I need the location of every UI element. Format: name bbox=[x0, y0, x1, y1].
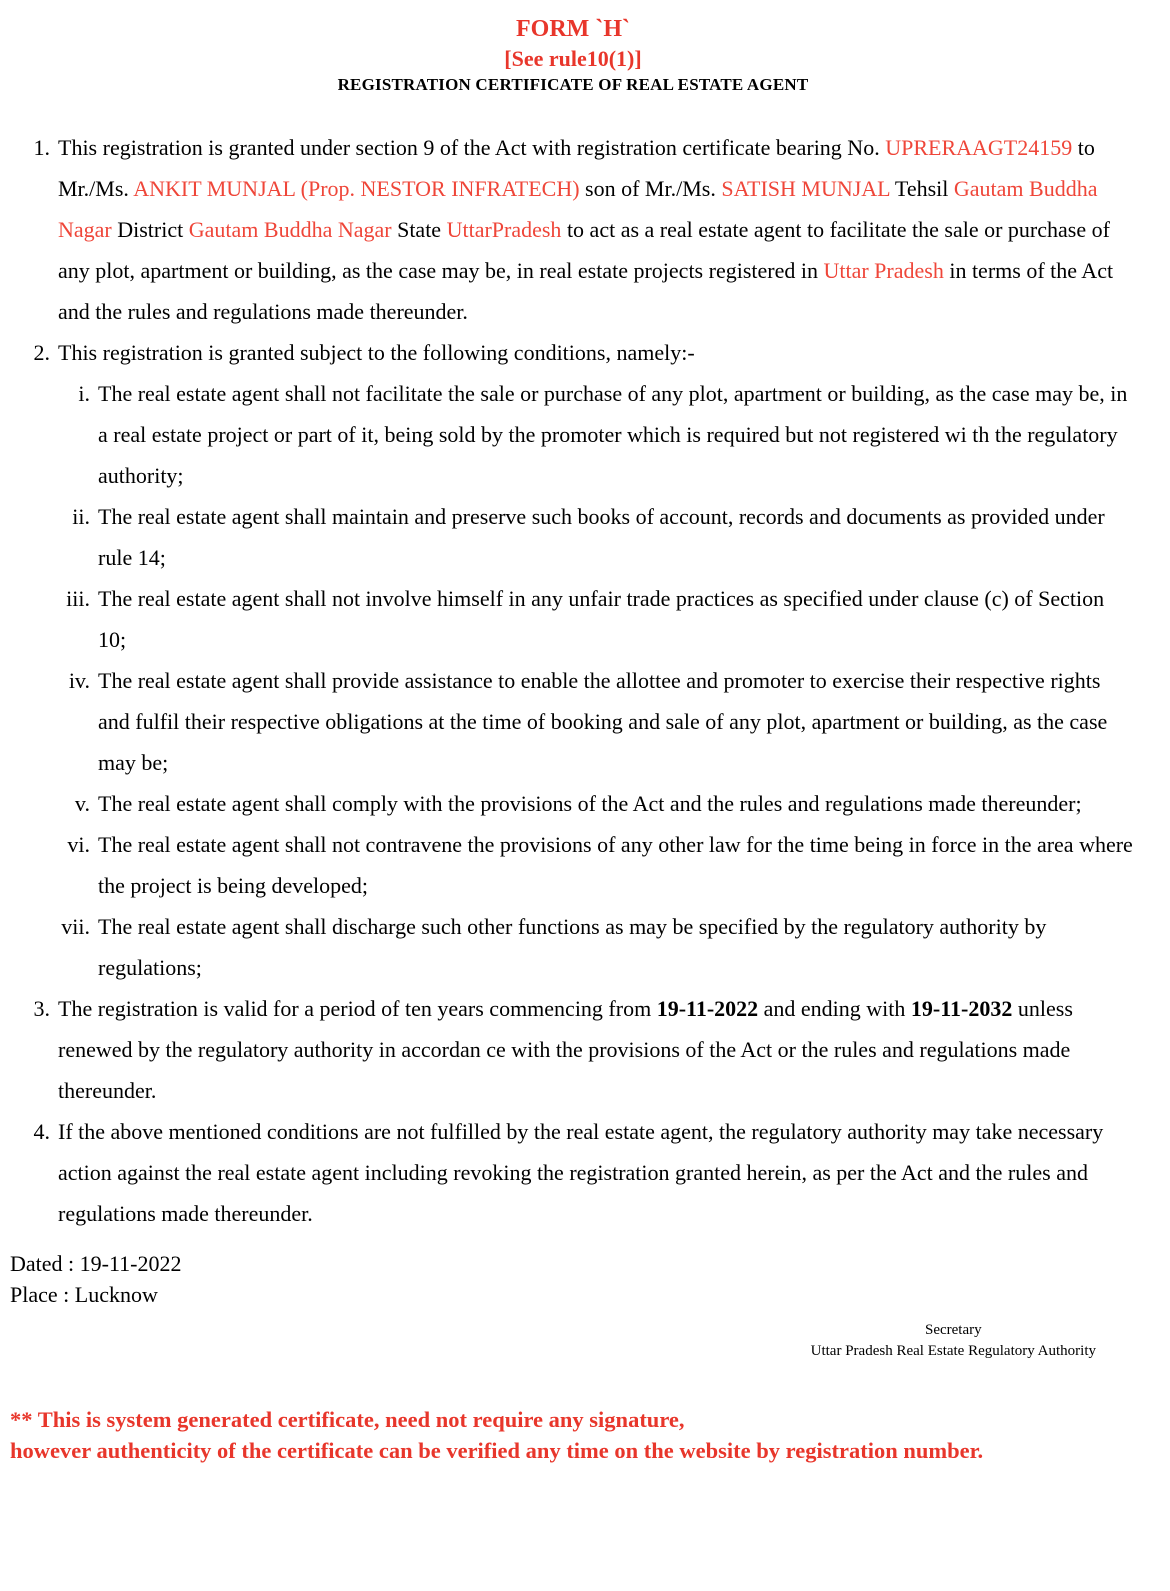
clause-3-number: 3. bbox=[33, 996, 50, 1021]
clause-1-seg: Tehsil bbox=[889, 176, 954, 201]
condition-ii-number: ii. bbox=[72, 504, 90, 529]
clause-2 bbox=[10, 332, 1136, 988]
clause-3 bbox=[10, 988, 1136, 1111]
clause-1-seg: District bbox=[111, 217, 189, 242]
footnote-line-2: however authenticity of the certificate can be verified any time on the website by registration number. bbox=[10, 1438, 984, 1463]
clause-1-number: 1. bbox=[33, 135, 50, 160]
validity-start-date: 19-11-2022 bbox=[656, 996, 759, 1021]
state-value: UttarPradesh bbox=[446, 217, 562, 242]
signatory-authority: Uttar Pradesh Real Estate Regulatory Authority bbox=[810, 1343, 1096, 1359]
clause-1 bbox=[10, 127, 1136, 332]
clause-1-seg: in terms of the Act and the rules and regulations made thereunder. bbox=[58, 258, 1114, 324]
father-name-value: SATISH MUNJAL bbox=[721, 176, 890, 201]
condition-item-iii bbox=[50, 578, 1136, 660]
clause-4-number: 4. bbox=[33, 1119, 50, 1144]
condition-vi-number: vi. bbox=[67, 832, 90, 857]
condition-vi-text: The real estate agent shall not contravene the provisions of any other law for the time being in force in the area where the project is being developed; bbox=[98, 832, 1133, 898]
document-header bbox=[10, 14, 1136, 97]
clause-list bbox=[10, 127, 1136, 1234]
condition-item-i bbox=[50, 373, 1136, 496]
condition-ii-text: The real estate agent shall maintain and preserve such books of account, records and documents as provided under rule 14; bbox=[98, 504, 1105, 570]
system-generated-note bbox=[10, 1404, 1136, 1466]
clause-2-intro: This registration is granted subject to the following conditions, namely:- bbox=[58, 340, 695, 365]
condition-v-number: v. bbox=[74, 791, 90, 816]
clause-1-text bbox=[58, 127, 1136, 332]
rule-reference: [See rule10(1)] bbox=[504, 46, 642, 71]
form-title: FORM `H` bbox=[516, 16, 630, 42]
condition-iii-number: iii. bbox=[66, 586, 90, 611]
clause-3-text bbox=[58, 988, 1136, 1111]
condition-item-vii bbox=[50, 906, 1136, 988]
agent-name-value: ANKIT MUNJAL (Prop. NESTOR INFRATECH) bbox=[133, 176, 580, 201]
footnote-line-1: ** This is system generated certificate, need not require any signature, bbox=[10, 1407, 685, 1432]
date-place-block bbox=[10, 1248, 1136, 1310]
project-state-value: Uttar Pradesh bbox=[823, 258, 944, 283]
condition-item-vi bbox=[50, 824, 1136, 906]
condition-iii-text: The real estate agent shall not involve himself in any unfair trade practices as specified under clause (c) of Section 10; bbox=[98, 586, 1105, 652]
condition-iv-text: The real estate agent shall provide assistance to enable the allottee and promoter to exercise their respective rights and fulfil their respective obligations at the time of booking and sale of any plot, apartment or building, as the case may be; bbox=[98, 668, 1108, 775]
tehsil-value: Gautam Buddha Nagar bbox=[58, 176, 1098, 242]
clause-1-seg: State bbox=[391, 217, 447, 242]
condition-i-text: The real estate agent shall not facilitate the sale or purchase of any plot, apartment or building, as the case may be, in a real estate project or part of it, being sold by the promoter which is required but not registered wi th the regulatory authority; bbox=[98, 381, 1128, 488]
clause-1-seg: to act as a real estate agent to facilitate the sale or purchase of any plot, apartment or building, as the case may be, in real estate projects registered in bbox=[58, 217, 1110, 283]
clause-1-seg: to Mr./Ms. bbox=[58, 135, 1095, 201]
clause-3-seg: unless renewed by the regulatory authority in accordan ce with the provisions of the Act or the rules and regulations made thereunder. bbox=[58, 996, 1073, 1103]
condition-item-iv bbox=[50, 660, 1136, 783]
registration-number-value: UPRERAAGT24159 bbox=[885, 135, 1073, 160]
clause-3-seg: and ending with bbox=[758, 996, 911, 1021]
condition-i-number: i. bbox=[78, 381, 90, 406]
clause-4 bbox=[10, 1111, 1136, 1234]
place-line: Place : Lucknow bbox=[10, 1282, 158, 1307]
signature-block bbox=[811, 1320, 1096, 1362]
conditions-list bbox=[50, 373, 1136, 988]
condition-item-ii bbox=[50, 496, 1136, 578]
signature-row bbox=[10, 1320, 1136, 1362]
condition-item-v bbox=[50, 783, 1136, 824]
condition-vii-number: vii. bbox=[61, 914, 90, 939]
clause-1-seg: son of Mr./Ms. bbox=[579, 176, 722, 201]
certificate-title: REGISTRATION CERTIFICATE OF REAL ESTATE AGENT bbox=[337, 75, 809, 94]
clause-3-seg: The registration is valid for a period of ten years commencing from bbox=[58, 996, 657, 1021]
validity-end-date: 19-11-2032 bbox=[910, 996, 1013, 1021]
condition-v-text: The real estate agent shall comply with the provisions of the Act and the rules and regulations made thereunder; bbox=[98, 791, 1082, 816]
condition-vii-text: The real estate agent shall discharge such other functions as may be specified by the regulatory authority by regulations; bbox=[98, 914, 1047, 980]
clause-2-number: 2. bbox=[33, 340, 50, 365]
clause-4-text: If the above mentioned conditions are not fulfilled by the real estate agent, the regulatory authority may take necessary action against the real estate agent including revoking the registration granted herein, as per the Act and the rules and regulations made thereunder. bbox=[58, 1119, 1104, 1226]
dated-line: Dated : 19-11-2022 bbox=[10, 1251, 182, 1276]
condition-iv-number: iv. bbox=[68, 668, 90, 693]
clause-2-body bbox=[58, 332, 1136, 988]
clause-1-seg: This registration is granted under section 9 of the Act with registration certificate bearing No. bbox=[58, 135, 886, 160]
signatory-title: Secretary bbox=[925, 1322, 982, 1338]
district-value: Gautam Buddha Nagar bbox=[188, 217, 392, 242]
